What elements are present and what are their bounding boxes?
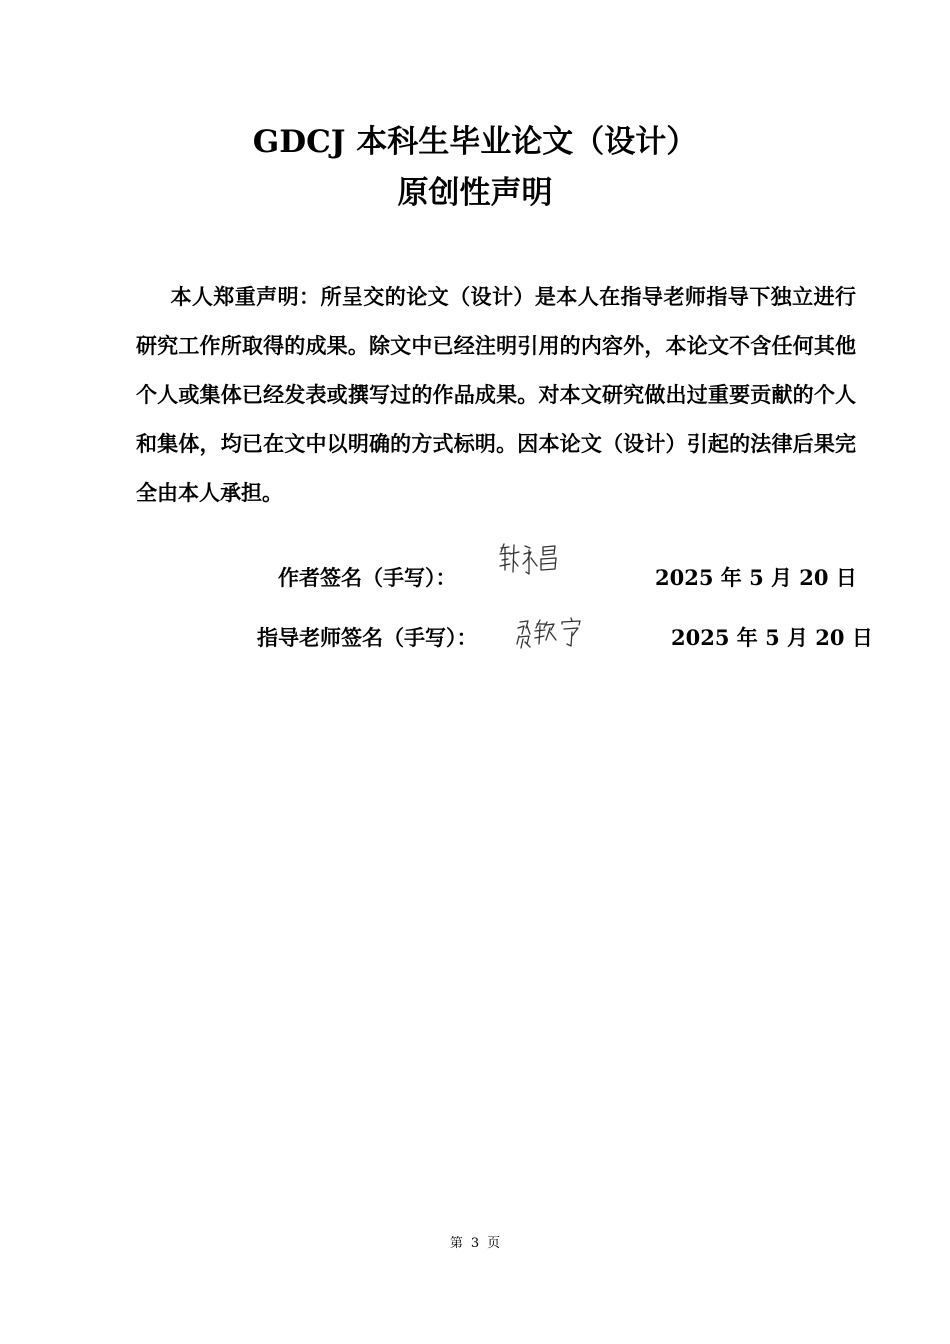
- advisor-handwritten-signature: [514, 614, 594, 650]
- page-number-footer: [0, 1232, 950, 1251]
- document-title: GDCJ 本科生毕业论文（设计）: [252, 124, 698, 160]
- author-handwritten-signature: [497, 538, 569, 582]
- advisor-signature-icon: [514, 614, 594, 650]
- advisor-signature-label: 指导老师签名（手写）：: [257, 625, 478, 650]
- declaration-text: 本人郑重声明：所呈交的论文（设计）是本人在指导老师指导下独立进行研究工作所取得的成果。除文中已经注明引用的内容外，本论文不含任何其他个人或集体已经发表或撰写过的作品成果。对本文研究做出过重要贡献的个人和集体，均已在文中以明确的方式标明。因本论文（设计）引起的法律后果完全由本人承担。: [136, 284, 856, 505]
- page-suffix: 页: [487, 1236, 501, 1251]
- advisor-signature-date: 2025 年 5 月 20 日: [671, 625, 873, 650]
- page-number: 3: [470, 1236, 480, 1251]
- author-signature-date: 2025 年 5 月 20 日: [655, 565, 857, 590]
- page-prefix: 第: [449, 1236, 463, 1251]
- document-subtitle: 原创性声明: [397, 175, 553, 211]
- declaration-paragraph: [136, 272, 856, 517]
- author-signature-label: 作者签名（手写）：: [278, 565, 457, 590]
- advisor-signature-row: [0, 612, 950, 656]
- author-signature-icon: [497, 538, 569, 582]
- author-signature-row: [0, 552, 950, 596]
